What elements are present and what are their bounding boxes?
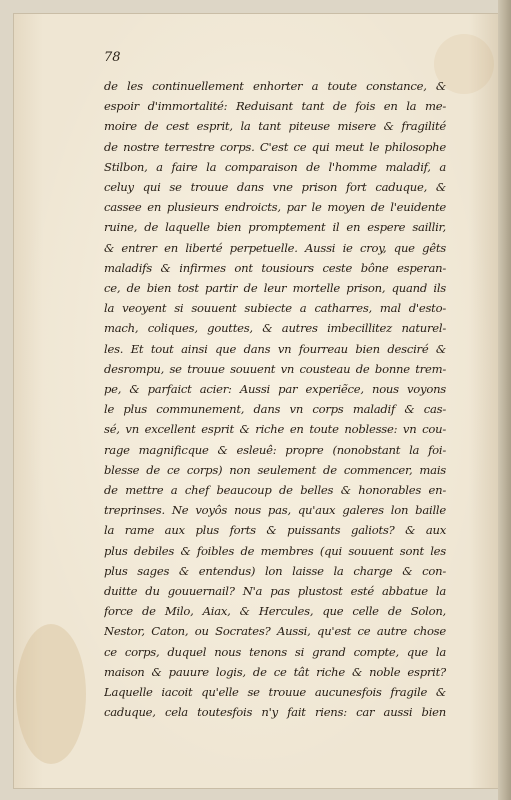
text-line: mach, coliques, gouttes, & autres imbecillitez naturel- — [104, 321, 446, 336]
text-line: la veoyent si souuent subiecte a catharres, mal d'esto- — [104, 301, 446, 316]
text-line: plus debiles & foibles de membres (qui souuent sont les — [104, 543, 446, 558]
text-line: le plus communement, dans vn corps maladif & cas- — [104, 402, 446, 417]
text-line: ce corps, duquel nous tenons si grand compte, que la — [104, 644, 446, 659]
paper-stain — [16, 624, 86, 764]
page-number: 78 — [104, 50, 121, 65]
text-line: de les continuellement enhorter a toute constance, & — [104, 79, 446, 93]
text-line: maison & pauure logis, de ce tât riche & noble esprit? — [104, 664, 446, 679]
text-line: ce, de bien tost partir de leur mortelle prison, quand ils — [104, 281, 446, 296]
text-line: & entrer en liberté perpetuelle. Aussi ie croy, que gêts — [104, 240, 446, 255]
body-text — [104, 76, 446, 723]
text-line: treprinses. Ne voyôs nous pas, qu'aux galeres lon baille — [104, 503, 446, 518]
text-line: de nostre terrestre corps. C'est ce qui meut le philosophe — [104, 139, 446, 154]
text-line: Nestor, Caton, ou Socrates? Aussi, qu'est ce autre chose — [104, 624, 446, 639]
text-line: de mettre a chef beaucoup de belles & honorables en- — [104, 483, 446, 498]
text-line: force de Milo, Aiax, & Hercules, que celle de Solon, — [104, 604, 446, 619]
text-line: blesse de ce corps) non seulement de commencer, mais — [104, 462, 446, 477]
text-line: caduque, cela toutesfois n'y fait riens: car aussi bien — [104, 705, 446, 720]
text-line: espoir d'immortalité: Reduisant tant de fois en la me- — [104, 99, 446, 114]
text-line: plus sages & entendus) lon laisse la charge & con- — [104, 563, 446, 578]
text-line: cassee en plusieurs endroicts, par le moyen de l'euidente — [104, 200, 446, 215]
text-line: sé, vn excellent esprit & riche en toute noblesse: vn cou- — [104, 422, 446, 437]
text-line: les. Et tout ainsi que dans vn fourreau bien desciré & — [104, 341, 446, 356]
book-spine-edge — [498, 0, 511, 800]
text-line: celuy qui se trouue dans vne prison fort caduque, & — [104, 180, 446, 195]
text-line: rage magnificque & esleuê: propre (nonobstant la foi- — [104, 442, 446, 457]
text-line: pe, & parfaict acier: Aussi par experiẽce, nous voyons — [104, 382, 446, 397]
text-line: maladifs & infirmes ont tousiours ceste bône esperan- — [104, 260, 446, 275]
text-line: Laquelle iacoit qu'elle se trouue aucunesfois fragile & — [104, 685, 446, 700]
text-line: duitte du gouuernail? N'a pas plustost esté abbatue la — [104, 584, 446, 599]
text-line: desrompu, se trouue souuent vn cousteau de bonne trem- — [104, 361, 446, 376]
text-line: la rame aux plus forts & puissants galiots? & aux — [104, 523, 446, 538]
text-line: moire de cest esprit, la tant piteuse misere & fragilité — [104, 119, 446, 134]
text-line: ruine, de laquelle bien promptement il en espere saillir, — [104, 220, 446, 235]
text-line: Stilbon, a faire la comparaison de l'homme maladif, a — [104, 159, 446, 174]
